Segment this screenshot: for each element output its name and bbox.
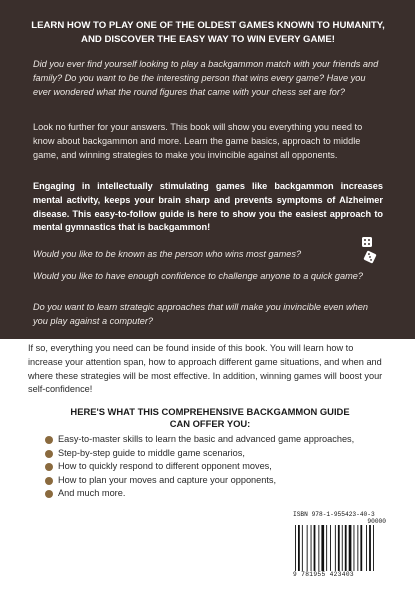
barcode-bar: [314, 525, 316, 571]
offer-item: How to quickly respond to different opponent moves,: [47, 460, 392, 474]
barcode: [292, 511, 388, 581]
barcode-bar: [330, 525, 331, 571]
offer-heading-line-2: CAN OFFER YOU:: [169, 418, 251, 429]
barcode-bar: [298, 525, 300, 571]
barcode-bar: [295, 525, 296, 571]
offer-heading: [60, 406, 360, 430]
barcode-bar: [354, 525, 355, 571]
barcode-bar: [307, 525, 308, 571]
closing-intro: If so, everything you need can be found inside of this book. You will learn how to increase your attention span, how to approach different game situations, and when and where these strategies will be most effective. In addition, winning games will boost your self-confidence!: [28, 343, 383, 395]
headline: LEARN HOW TO PLAY ONE OF THE OLDEST GAMES KNOWN TO HUMANITY, AND DISCOVER THE EASY WAY TO WIN EVERY GAME!: [31, 20, 385, 45]
question-confidence: Would you like to have enough confidence to challenge anyone to a quick game?: [33, 271, 363, 281]
barcode-bar: [311, 525, 312, 571]
barcode-bar: [360, 525, 362, 571]
barcode-bar: [318, 525, 319, 571]
question-win-most: Would you like to be known as the person who wins most games?: [33, 249, 302, 259]
barcode-bars: [294, 525, 384, 571]
barcode-bar: [302, 525, 303, 571]
barcode-bar: [345, 525, 347, 571]
barcode-bar: [321, 525, 324, 571]
barcode-bar: [349, 525, 352, 571]
offer-heading-line-1: HERE'S WHAT THIS COMPREHENSIVE BACKGAMMON GUIDE: [70, 406, 350, 417]
bullet-icon: [45, 450, 53, 458]
barcode-bar: [366, 525, 367, 571]
price-code: 90000: [367, 518, 386, 525]
dice-icon: [356, 235, 380, 267]
offer-item: Easy-to-master skills to learn the basic and advanced game approaches,: [47, 433, 392, 447]
barcode-bar: [357, 525, 358, 571]
question-strategy: Do you want to learn strategic approaches that will make you invincible even when you play against a computer?: [33, 302, 369, 326]
offer-item: How to plan your moves and capture your opponents,: [47, 474, 392, 488]
question-intro: Did you ever find yourself looking to play a backgammon match with your friends and family? Do you want to be the interesting person that wins every game? Have you ever wondered what the round figures that came with your chess set are for?: [33, 59, 379, 97]
offer-list: [47, 433, 392, 501]
benefits-paragraph: Engaging in intellectually stimulating games like backgammon increases mental activity, keeps your brain sharp and prevents symptoms of Alzheimer disease. This easy-to-follow guide is here to show you the easiest approach to mental gymnastics that is backgammon!: [33, 181, 383, 233]
barcode-bar: [369, 525, 371, 571]
offer-item: And much more.: [47, 487, 392, 501]
bullet-icon: [45, 477, 53, 485]
barcode-bar: [342, 525, 343, 571]
barcode-bar: [335, 525, 336, 571]
bullet-icon: [45, 463, 53, 471]
barcode-number: 9 781955 423403: [293, 571, 354, 578]
isbn-label: ISBN 978-1-955423-40-3: [293, 511, 375, 518]
barcode-bar: [338, 525, 340, 571]
offer-item: Step-by-step guide to middle game scenarios,: [47, 447, 392, 461]
barcode-bar: [373, 525, 374, 571]
bullet-icon: [45, 490, 53, 498]
bullet-icon: [45, 436, 53, 444]
barcode-bar: [326, 525, 327, 571]
answer-paragraph: Look no further for your answers. This book will show you everything you need to know about backgammon and more. Learn the game basics, approach to middle game, and winning strategies to make you invincible against all opponents.: [33, 122, 363, 160]
